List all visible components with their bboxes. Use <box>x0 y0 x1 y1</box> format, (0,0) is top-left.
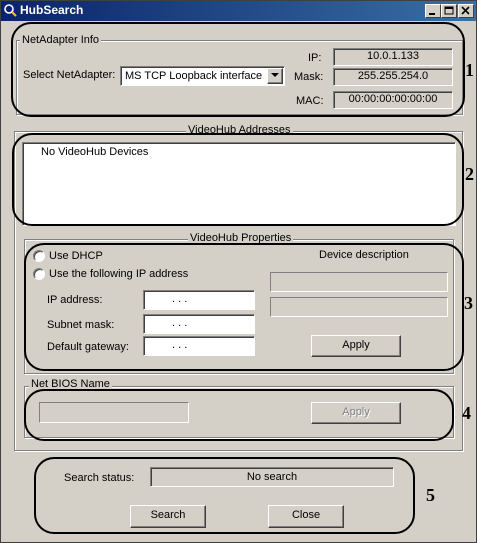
close-window-button[interactable] <box>458 4 474 18</box>
annotation-number-5: 5 <box>426 485 435 505</box>
subnet-mask-label: Subnet mask: <box>47 319 115 331</box>
list-item[interactable]: No VideoHub Devices <box>41 146 149 158</box>
videohub-addresses-group-label: VideoHub Addresses <box>188 124 291 136</box>
subnet-mask-dots: . . . <box>172 317 188 329</box>
close-button-label: Close <box>291 509 321 521</box>
window-title: HubSearch <box>20 3 84 17</box>
default-gateway-dots: . . . <box>172 339 188 351</box>
annotation-number-4: 4 <box>462 403 471 423</box>
netadapter-group-label: NetAdapter Info <box>22 34 100 46</box>
mac-value: 00:00:00:00:00:00 <box>333 91 453 109</box>
netadapter-select-value: MS TCP Loopback interface <box>125 70 263 82</box>
maximize-icon <box>442 5 456 17</box>
default-gateway-label: Default gateway: <box>47 341 129 353</box>
select-netadapter-label: Select NetAdapter: <box>23 69 116 81</box>
ip-address-dots: . . . <box>172 293 188 305</box>
annotation-outline-2 <box>12 133 464 226</box>
annotation-outline-3 <box>24 243 464 371</box>
annotation-outline-1 <box>11 22 465 117</box>
minimize-icon <box>426 5 440 17</box>
app-icon <box>3 3 17 17</box>
annotation-number-2: 2 <box>465 164 474 184</box>
apply-netbios-label: Apply <box>342 406 370 418</box>
minimize-button[interactable] <box>425 4 441 18</box>
videohub-properties-group-label: VideoHub Properties <box>190 232 292 244</box>
netbios-group-label: Net BIOS Name <box>31 378 110 390</box>
mask-label: Mask: <box>294 71 324 83</box>
use-static-ip-label: Use the following IP address <box>49 268 189 280</box>
close-icon <box>459 5 473 17</box>
search-button-label: Search <box>150 509 186 521</box>
mac-label: MAC: <box>296 95 324 107</box>
annotation-number-1: 1 <box>465 60 474 80</box>
ip-value: 10.0.1.133 <box>333 48 453 66</box>
annotation-number-3: 3 <box>464 293 473 313</box>
search-status-value: No search <box>150 467 394 487</box>
apply-properties-label: Apply <box>342 339 370 351</box>
ip-label: IP: <box>308 52 322 64</box>
device-description-label: Device description <box>319 249 409 261</box>
maximize-button[interactable] <box>441 4 457 18</box>
annotation-outline-5 <box>34 457 415 534</box>
search-status-label: Search status: <box>64 472 135 484</box>
mask-value: 255.255.254.0 <box>333 68 453 86</box>
use-dhcp-label: Use DHCP <box>49 250 103 262</box>
annotation-outline-4 <box>24 389 454 441</box>
ip-address-label: IP address: <box>47 294 103 306</box>
